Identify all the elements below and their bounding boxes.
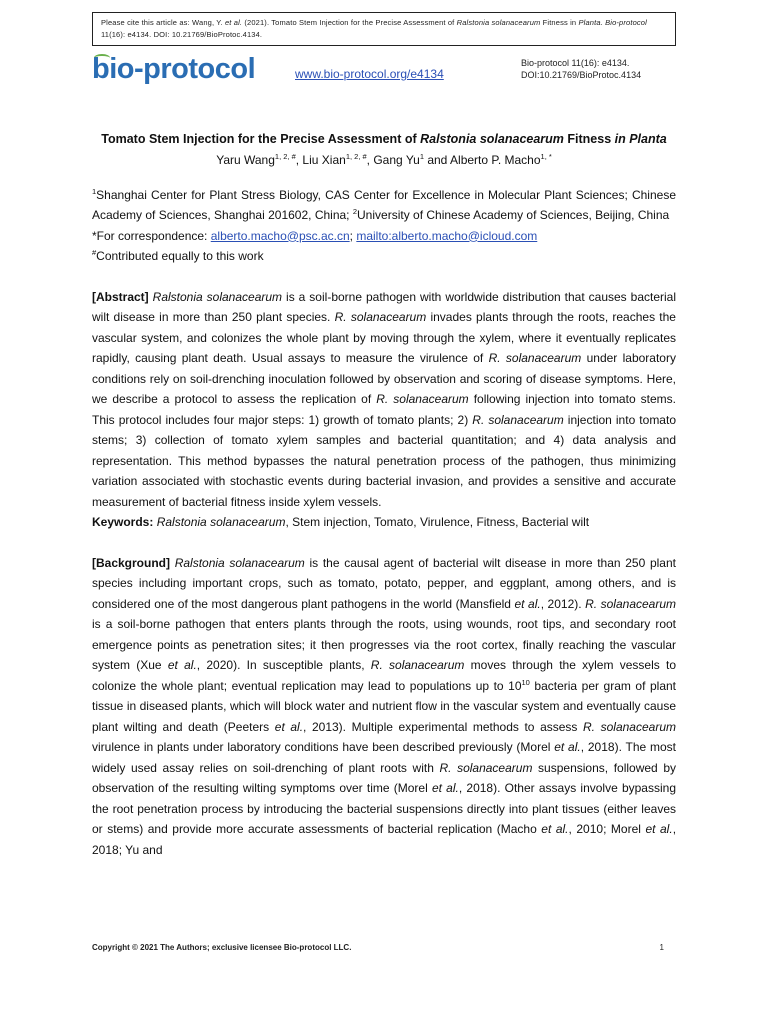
abstract-text: following injection into tomato stems. This protocol includes four major steps: 1) growth of tomato plants; 2) [92,392,677,427]
species-name: Ralstonia solanacearum [174,555,305,570]
background-text: , 2012). [540,596,586,611]
email-separator: ; [349,228,357,243]
abstract-text: under laboratory conditions rely on soil-drenching inoculation followed by observation and scoring of disease symptoms. Here, we describe a protocol to assess the replication of [92,351,676,406]
citation-species: Ralstonia solanacearum [456,18,541,27]
exponent: 10 [521,677,530,687]
background-text: , 2020). In susceptible plants, [196,658,371,672]
journal-line: Bio-protocol 11(16): e4134. [521,58,630,68]
species-name: R. solanacearum [334,310,427,324]
author-name: and Alberto P. Macho [424,153,541,167]
citation-prefix: Please cite this article as: Wang, Y. [101,18,225,27]
keywords-label: Keywords: [92,515,154,529]
citation-dot: . [600,18,606,27]
title-part1: Tomato Stem Injection for the Precise Assessment of [101,132,421,146]
background-text: , 2013). Multiple experimental methods to assess [303,719,584,734]
title-part2: Fitness [563,132,615,146]
etal: et al. [541,822,569,836]
logo-text: bio-protocol [92,53,256,85]
background-text: moves through the xylem vessels to colonize the whole plant; eventual replication may lead to populations up to 10 [92,658,676,693]
species-name: R. solanacearum [376,392,469,406]
page-number: 1 [659,943,664,952]
background-text: is the causal agent of bacterial wilt disease in more than 250 plant species including important crops, such as tomato, potato, pepper, and eggplant, among others, and is considered one of the most dangerous plant pathogens in the world (Mansfield [92,555,676,611]
abstract-section [92,287,676,513]
citation-box [92,12,676,46]
abstract-text: injection into tomato stems; 3) collection of tomato xylem samples and bacterial quantitation; and 4) data analysis and representation. This method bypasses the natural penetration process of the pathogen, thus minimizing variation associated with stochastic events during bacterial invasion, and provides a sensitive and accurate measurement of bacterial fitness inside xylem vessels. [92,412,676,509]
etal: et al. [514,596,541,611]
logo-swoosh-icon [94,54,110,62]
article-title [92,130,676,148]
background-text: , 2018). Other assays involve bypassing the root penetration process by introducing the bacterial suspensions directly into plant tissues (either leaves or stems) and provide more accurate assessments of bacterial replication (Macho [92,781,676,836]
affil-marker: 1 [92,186,97,196]
species-name: R. solanacearum [488,351,582,365]
citation-journal: Bio-protocol [605,18,647,27]
etal: et al. [645,822,673,836]
correspondence [92,226,676,247]
affil-text: Shanghai Center for Plant Stress Biology, CAS Center for Excellence in Molecular Plant Sciences; Chinese Academy of Sciences, Shanghai 201602, China; [92,187,676,222]
background-text: bacteria per gram of plant tissue in diseased plants, which will block water and nutrient flow in the vascular system and eventually cause plant wilting and death (Peeters [92,678,676,734]
article-url-link[interactable]: www.bio-protocol.org/e4134 [295,67,444,81]
doi-line: DOI:10.21769/BioProtoc.4134 [521,70,642,80]
citation-etal: et al. [224,18,243,27]
equal-marker: # [92,248,97,257]
author-affil-marker: 1, 2, # [345,152,367,161]
citation-mid2: Fitness in [540,18,579,27]
abstract-text: is a soil-borne pathogen with worldwide distribution that causes bacterial wilt disease in more than 250 plant species. [92,289,676,324]
species-name: R. solanacearum [439,760,533,775]
title-species: Ralstonia solanacearum [420,132,564,146]
species-name: Ralstonia solanacearum [152,289,283,304]
abstract-text: invades plants through the roots, reaches the vascular system, and colonizes the whole plant by moving through the xylem, where it eventually replicates rapidly, causing plant death. Usual assays to measure the virulence of [92,310,676,365]
citation-mid: (2021). Tomato Stem Injection for the Precise Assessment of [242,18,457,27]
affil-marker: 2 [352,207,358,216]
page-header [92,52,676,92]
keywords-text: , Stem injection, Tomato, Virulence, Fitness, Bacterial wilt [285,515,590,529]
author-name: Yaru Wang [216,153,275,167]
etal: et al. [274,719,304,734]
affil-text: University of Chinese Academy of Sciences, Beijing, China [357,208,670,222]
journal-meta [521,57,676,81]
affiliations [92,185,676,226]
citation-inplanta: Planta [578,18,601,27]
equal-contribution-note [92,246,676,267]
background-text: virulence in plants under laboratory conditions have been described previously (Morel [92,740,555,754]
correspondence-label: *For correspondence: [92,228,211,243]
copyright-text: Copyright © 2021 The Authors; exclusive licensee Bio-protocol LLC. [92,943,352,952]
species-name: Ralstonia solanacearum [156,515,286,529]
background-text: , 2010; Morel [568,822,646,836]
equal-text: Contributed equally to this work [96,249,264,263]
etal: et al. [167,658,197,672]
article-body [92,130,676,860]
title-inplanta: in Planta [614,132,667,146]
author-name: , Liu Xian [295,153,346,167]
background-section [92,553,676,861]
species-name: R. solanacearum [583,719,676,734]
email-link[interactable]: alberto.macho@psc.ac.cn [210,228,350,243]
author-affil-marker: 1, 2, # [274,152,296,161]
author-affil-marker: 1 [419,152,424,161]
email-link[interactable]: mailto:alberto.macho@icloud.com [356,228,538,243]
etal: et al. [554,740,581,754]
author-affil-marker: 1, * [540,152,552,161]
author-list [92,150,676,171]
background-text: is a soil-borne pathogen that enters plants through the roots, using wounds, root tips, and secondary root emergence points as penetration sites; it then progresses via the root cortex, finally reaching the vascular system (Xue [92,617,676,672]
background-heading: [Background] [92,555,170,570]
citation-suffix: 11(16): e4134. DOI: 10.21769/BioProtoc.4134. [101,30,263,39]
species-name: R. solanacearum [370,658,465,672]
etal: et al. [431,781,459,795]
background-text: suspensions, followed by observation of the resulting wilting symptoms over time (Morel [92,760,676,795]
background-text: , 2018; Yu and [92,822,677,857]
abstract-heading: [Abstract] [92,289,149,304]
species-name: R. solanacearum [472,412,564,427]
keywords [92,512,676,533]
author-name: , Gang Yu [366,153,420,167]
page-footer [92,943,676,952]
background-text: , 2018). The most widely used assay relies on soil-drenching of plant roots with [92,740,677,775]
bio-protocol-logo[interactable] [92,52,255,86]
species-name: R. solanacearum [585,596,677,611]
